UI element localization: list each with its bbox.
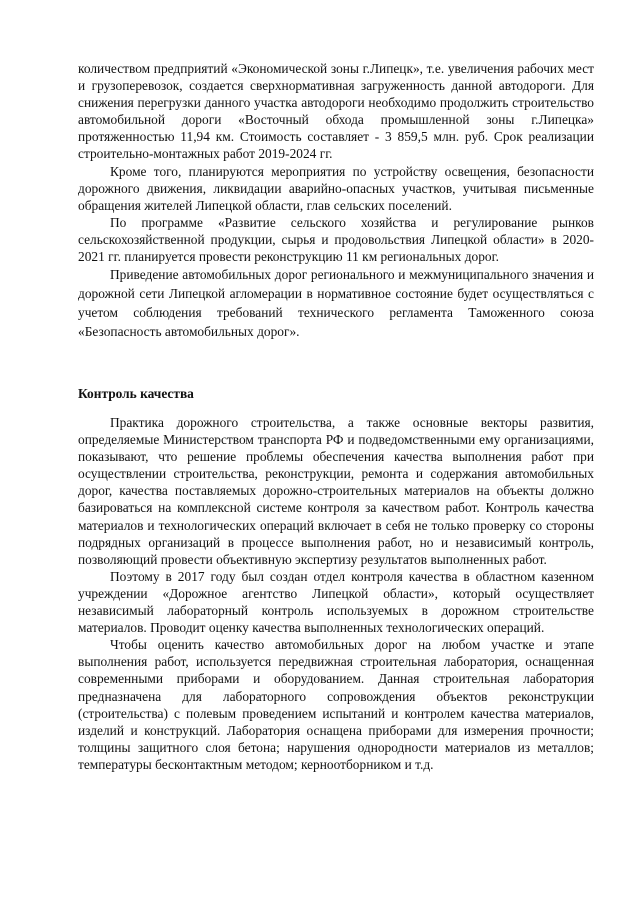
paragraph-normative-state: Приведение автомобильных дорог регионального и межмуниципального значения и дорожной сети Липецкой агломерации в нормативное состояние будет осуществляться с учетом соблюдения требований технического регламента Таможенного союза «Безопасность автомобильных дорог». [78, 267, 594, 340]
paragraph-agriculture-program: По программе «Развитие сельского хозяйства и регулирование рынков сельскохозяйственной продукции, сырья и продовольствия Липецкой области» в 2020-2021 гг. планируется провести реконструкцию 11 км региональных дорог. [78, 214, 594, 265]
section-quality-control [78, 414, 594, 773]
paragraph-lighting-safety: Кроме того, планируются мероприятия по устройству освещения, безопасности дорожного движения, ликвидации аварийно-опасных участков, учитывая письменные обращения жителей Липецкой области, глав сельских поселений. [78, 163, 594, 213]
paragraph-quality-department: Поэтому в 2017 году был создан отдел контроля качества в областном казенном учреждении «Дорожное агентство Липецкой области», который осуществляет независимый лабораторный контроль используемых в дорожном строительстве материалов. Проводит оценку качества выполненных технологических операций. [78, 568, 594, 636]
paragraph-road-practice: Практика дорожного строительства, а также основные векторы развития, определяемые Министерством транспорта РФ и подведомственными ему организациями, показывают, что решение проблемы обеспечения качества выполнения работ при осуществлении строительства, реконструкции, ремонта и содержания автомобильных дорог, качества поставляемых дорожно-строительных материалов на объекты должно базироваться на комплексной системе контроля за качеством работ. Контроль качества материалов и технологических операций включает в себя не только проверку со стороны подрядных организаций в процессе выполнения работ, но и независимый контроль, позволяющий провести объективную экспертизу результатов выполненных работ. [78, 415, 594, 567]
paragraph-continuation: количеством предприятий «Экономической зоны г.Липецк», т.е. увеличения рабочих мест и грузоперевозок, создается сверхнормативная загруженность данной автодороги. Для снижения перегрузки данного участка автодороги необходимо продолжить строительство автомобильной дороги «Восточный обхода промышленной зоны г.Липецка» протяженностью 11,94 км. Стоимость составляет - 3 859,5 млн. руб. Срок реализации строительно-монтажных работ 2019-2024 гг. [78, 61, 594, 162]
section-intro [78, 60, 594, 341]
paragraph-mobile-laboratory: Чтобы оценить качество автомобильных дорог на любом участке и этапе выполнения работ, используется передвижная строительная лаборатория, оснащенная современными приборами и оборудованием. Данная строительная лаборатория предназначена для лабораторного сопровождения объектов реконструкции (строительства) с полевым проведением испытаний и контролем качества материалов, изделий и конструкций. Лаборатория оснащена приборами для измерения прочности; толщины защитного слоя бетона; нарушения однородности материалов из металлов; температуры бесконтактным методом; керноотборником и т.д. [78, 637, 594, 772]
section-heading-quality-control: Контроль качества [78, 386, 194, 401]
